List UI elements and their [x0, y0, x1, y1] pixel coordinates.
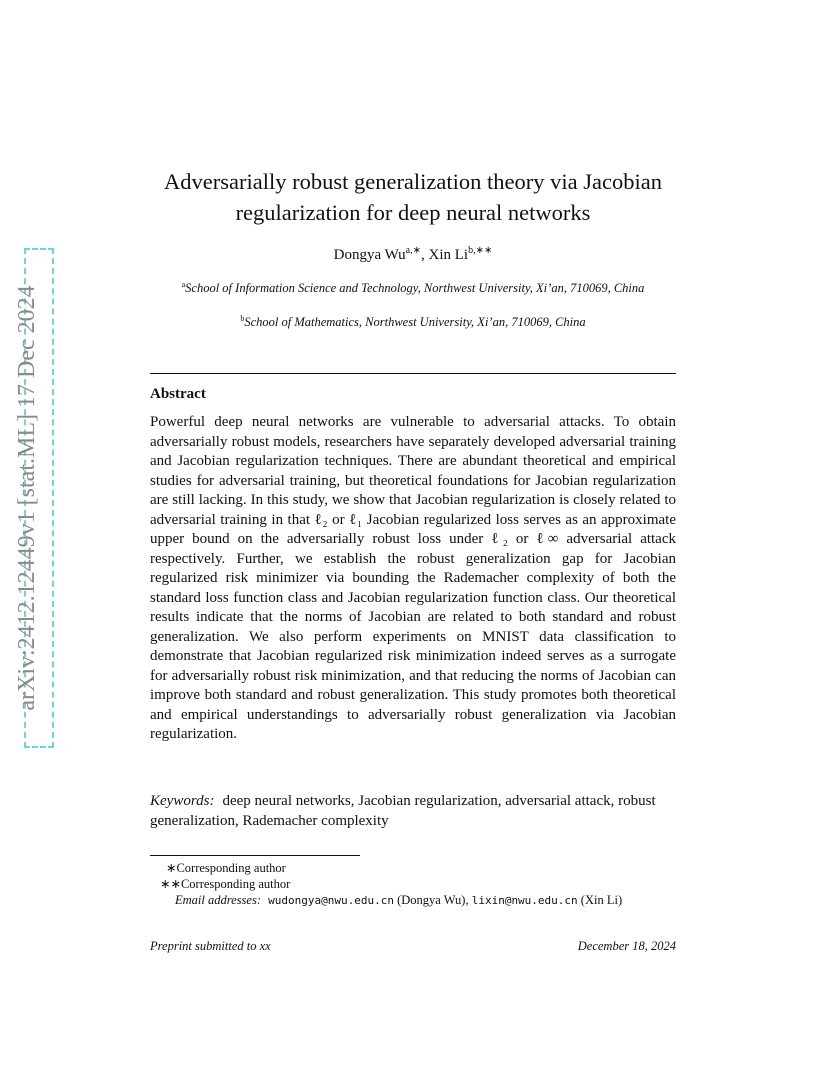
- preprint-date: December 18, 2024: [577, 939, 676, 953]
- affiliation: [150, 277, 676, 296]
- abstract-body: Powerful deep neural networks are vulnerable to adversarial attacks. To obtain adversarially robust models, researchers have separately developed adversarial training and Jacobian regularization techniques. There are abundant theoretical and empirical studies for adversarial training, but theoretical foundations for Jacobian regularization are still lacking. In this study, we show that Jacobian regularization is closely related to adversarial training in that ℓ₂ or ℓ₁ Jacobian regularized loss serves as an approximate upper bound on the adversarially robust loss under ℓ₂ or ℓ∞ adversarial attack respectively. Further, we establish the robust generalization gap for Jacobian regularized risk minimizer via bounding the Rademacher complexity of both the standard loss function class and Jacobian regularization function class. Our theoretical results indicate that the norms of Jacobian are related to both standard and robust generalization. We also perform experiments on MNIST data classification to demonstrate that Jacobian regularized risk minimization indeed serves as a surrogate for adversarially robust risk minimization, and that reducing the norms of Jacobian can improve both standard and robust generalization. This study promotes both theoretical and empirical understandings to adversarially robust generalization via Jacobian regularization.: [150, 414, 676, 742]
- abstract-top-rule: [150, 373, 676, 374]
- email-link[interactable]: wudongya@nwu.edu.cn: [268, 894, 394, 907]
- arxiv-identifier[interactable]: arXiv:2412.12449v1 [stat.ML] 17 Dec 2024: [14, 285, 40, 711]
- preprint-note: Preprint submitted to xx: [150, 939, 271, 953]
- author-name: Xin Li: [428, 247, 469, 263]
- affiliation-mark: a: [181, 280, 186, 289]
- email-owner: (Xin Li): [580, 893, 623, 907]
- footnote-emails: [175, 892, 622, 909]
- footnote-corresponding-2: ∗∗Corresponding author: [160, 877, 291, 891]
- abstract-heading: Abstract: [150, 386, 206, 402]
- footnote-rule: [150, 855, 360, 856]
- footnote-corresponding-1: ∗Corresponding author: [166, 861, 286, 875]
- email-owner: (Dongya Wu),: [397, 893, 469, 907]
- keywords: [150, 791, 676, 831]
- author-name: Dongya Wu: [333, 247, 406, 263]
- affiliation-text: School of Mathematics, Northwest University, Xi’an, 710069, China: [244, 315, 586, 330]
- author-list: [150, 245, 676, 264]
- author-separator: ,: [421, 247, 429, 263]
- affiliation: [150, 311, 676, 330]
- paper-title: Adversarially robust generalization theory via Jacobian regularization for deep neural networks: [164, 169, 662, 225]
- email-label: Email addresses:: [175, 893, 261, 907]
- keywords-label: Keywords:: [150, 793, 215, 809]
- author-marks: a,∗: [405, 245, 421, 256]
- affiliation-mark: b: [240, 314, 245, 323]
- keywords-text: deep neural networks, Jacobian regularization, adversarial attack, robust generalization, Rademacher complexity: [150, 793, 656, 829]
- affiliation-text: School of Information Science and Technology, Northwest University, Xi’an, 710069, China: [185, 281, 645, 296]
- author-marks: b,∗∗: [468, 245, 493, 256]
- email-link[interactable]: lixin@nwu.edu.cn: [471, 894, 578, 907]
